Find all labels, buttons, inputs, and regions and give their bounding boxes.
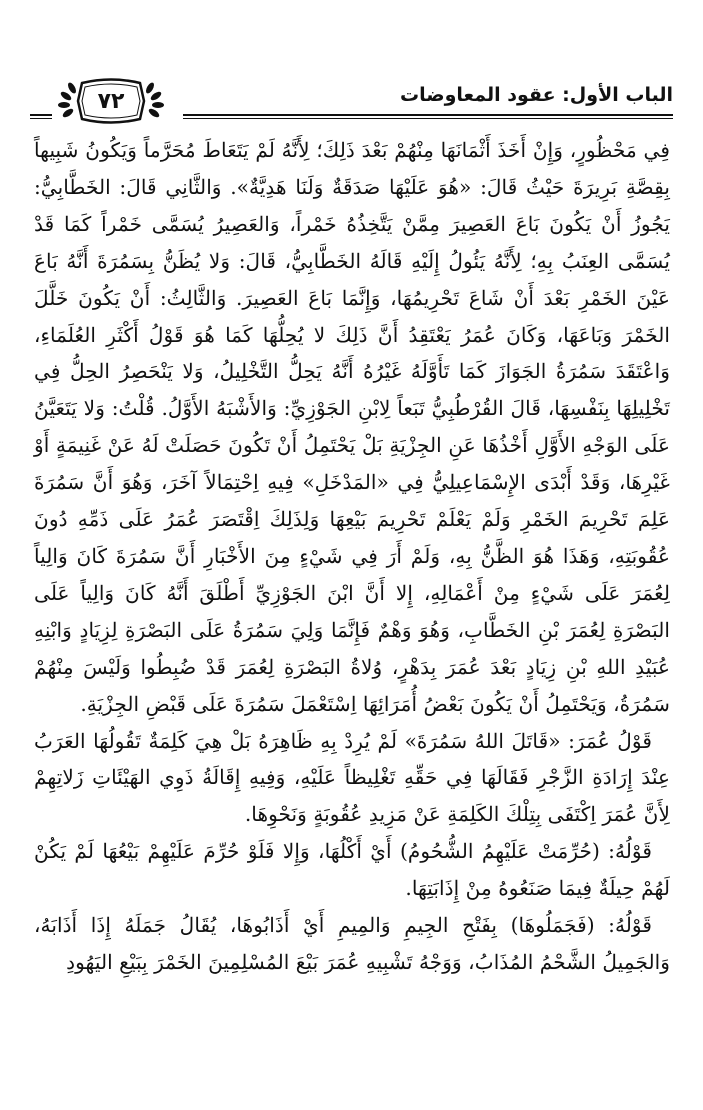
header-rule-thin [183,118,673,119]
body-text [34,132,670,981]
running-title: الباب الأول: عقود المعاوضات [400,84,673,106]
paragraph: فِي مَحْظُورٍ، وَإِنْ أَخَذَ أَثْمَانَهَا مِنْهُمْ بَعْدَ ذَلِكَ؛ لِأَنَّهُ لَمْ يَتَعَاطَ مُحَرَّماً وَيَكُونُ شَبِيهاً بِقِصَّةِ بَرِيرَةَ حَيْثُ قَالَ: «هُوَ عَلَيْهَا صَدَقَةٌ وَلَنَا هَدِيَّةٌ». وَالثَّانِي قَالَ: الخَطَّابِيُّ: يَجُوزُ أَنْ يَكُونَ بَاعَ العَصِيرَ مِمَّنْ يَتَّخِذُهُ خَمْراً، وَالعَصِيرُ يُسَمَّى خَمْراً كَمَا قَدْ يُسَمَّى العِنَبُ بِهِ؛ لِأَنَّهُ يَئُولُ إِلَيْهِ قَالَهُ الخَطَّابِيُّ، قَالَ: وَلا يُظَنُّ بِسَمُرَةَ أَنَّهُ بَاعَ عَيْنَ الخَمْرِ بَعْدَ أَنْ شَاعَ تَحْرِيمُهَا، وَإِنَّمَا بَاعَ العَصِيرَ. وَالثَّالِثُ: أَنْ يَكُونَ خَلَّلَ الخَمْرَ وَبَاعَهَا، وَكَانَ عُمَرُ يَعْتَقِدُ أَنَّ ذَلِكَ لا يُحِلُّهَا كَمَا هُوَ قَوْلُ أَكْثَرِ العُلَمَاءِ، وَاعْتَقَدَ سَمُرَةُ الجَوَازَ كَمَا تَأَوَّلَهُ غَيْرُهُ أَنَّهُ يَحِلُّ التَّخْلِيلُ، وَلا يَنْحَصِرُ الحِلُّ فِي تَخْلِيلِهَا بِنَفْسِهَا، قَالَ القُرْطُبِيُّ تَبَعاً لِابْنِ الجَوْزِيِّ: وَالأَشْبَهُ الأَوَّلُ. قُلْتُ: وَلا يَتَعَيَّنُ عَلَى الوَجْهِ الأَوَّلِ أَخْذُهَا عَنِ الجِزْيَةِ بَلْ يَحْتَمِلُ أَنْ تَكُونَ حَصَلَتْ لَهُ عَنْ غَنِيمَةٍ أَوْ غَيْرِهَا، وَقَدْ أَبْدَى الإِسْمَاعِيلِيُّ فِي «المَدْخَلِ» فِيهِ اِحْتِمَالاً آخَرَ، وَهُوَ أَنَّ سَمُرَةَ عَلِمَ تَحْرِيمَ الخَمْرِ وَلَمْ يَعْلَمْ تَحْرِيمَ بَيْعِهَا وَلِذَلِكَ اِقْتَصَرَ عُمَرُ عَلَى ذَمِّهِ دُونَ عُقُوبَتِهِ، وَهَذَا هُوَ الظَّنُّ بِهِ، وَلَمْ أَرَ فِي شَيْءٍ مِنَ الأَخْبَارِ أَنَّ سَمُرَةَ كَانَ وَالِياً لِعُمَرَ عَلَى شَيْءٍ مِنْ أَعْمَالِهِ، إِلا أَنَّ ابْنَ الجَوْزِيِّ أَطْلَقَ أَنَّهُ كَانَ وَالِياً عَلَى البَصْرَةِ لِعُمَرَ بْنِ الخَطَّابِ، وَهُوَ وَهْمٌ فَإِنَّمَا وَلِيَ سَمُرَةُ عَلَى البَصْرَةِ لِزِيَادٍ وَابْنِهِ عُبَيْدِ اللهِ بْنِ زِيَادٍ بَعْدَ عُمَرَ بِدَهْرٍ، وُلاةُ البَصْرَةِ لِعُمَرَ قَدْ ضُبِطُوا وَلَيْسَ مِنْهُمْ سَمُرَةُ، وَيَحْتَمِلُ أَنْ يَكُونَ بَعْضُ أُمَرَائِهَا اِسْتَعْمَلَ سَمُرَةَ عَلَى قَبْضِ الجِزْيَةِ. [34,138,670,716]
page-header [30,78,673,124]
header-rule-left [30,114,52,116]
paragraph: قَوْلُهُ: (فَجَمَلُوهَا) بِفَتْحِ الجِيمِ وَالمِيمِ أَيْ أَذَابُوهَا، يُقَالُ جَمَلَهُ إِذَا أَذَابَهُ، وَالجَمِيلُ الشَّحْمُ المُذَابُ، وَوَجْهُ تَشْبِيهِ عُمَرَ بَيْعَ المُسْلِمِينَ الخَمْرَ بِبَيْعِ اليَهُودِ [34,913,670,974]
paragraph: قَوْلُ عُمَرَ: «قَاتَلَ اللهُ سَمُرَةَ» لَمْ يُرِدْ بِهِ ظَاهِرَهُ بَلْ هِيَ كَلِمَةٌ تَقُولُهَا العَرَبُ عِنْدَ إِرَادَةِ الزَّجْرِ فَقَالَهَا فِي حَقِّهِ تَغْلِيظاً عَلَيْهِ، وَفِيهِ إِقَالَةُ ذَوِي الهَيْئَاتِ زَلاتِهِمْ لِأَنَّ عُمَرَ اِكْتَفَى بِتِلْكَ الكَلِمَةِ عَنْ مَزِيدِ عُقُوبَةٍ وَنَحْوِهَا. [34,728,670,827]
page-number: ٧٢ [97,88,125,114]
header-rule-left-thin [30,118,52,119]
paragraph: قَوْلُهُ: (حُرِّمَتْ عَلَيْهِمُ الشُّحُومُ) أَيْ أَكْلُهَا، وَإِلا فَلَوْ حُرِّمَ عَلَيْهِمْ بَيْعُهَا لَمْ يَكُنْ لَهُمْ حِيلَةٌ فِيمَا صَنَعُوهُ مِنْ إِذَابَتِهَا. [34,839,670,901]
page-number-ornament [52,78,170,124]
header-rule [183,114,673,116]
